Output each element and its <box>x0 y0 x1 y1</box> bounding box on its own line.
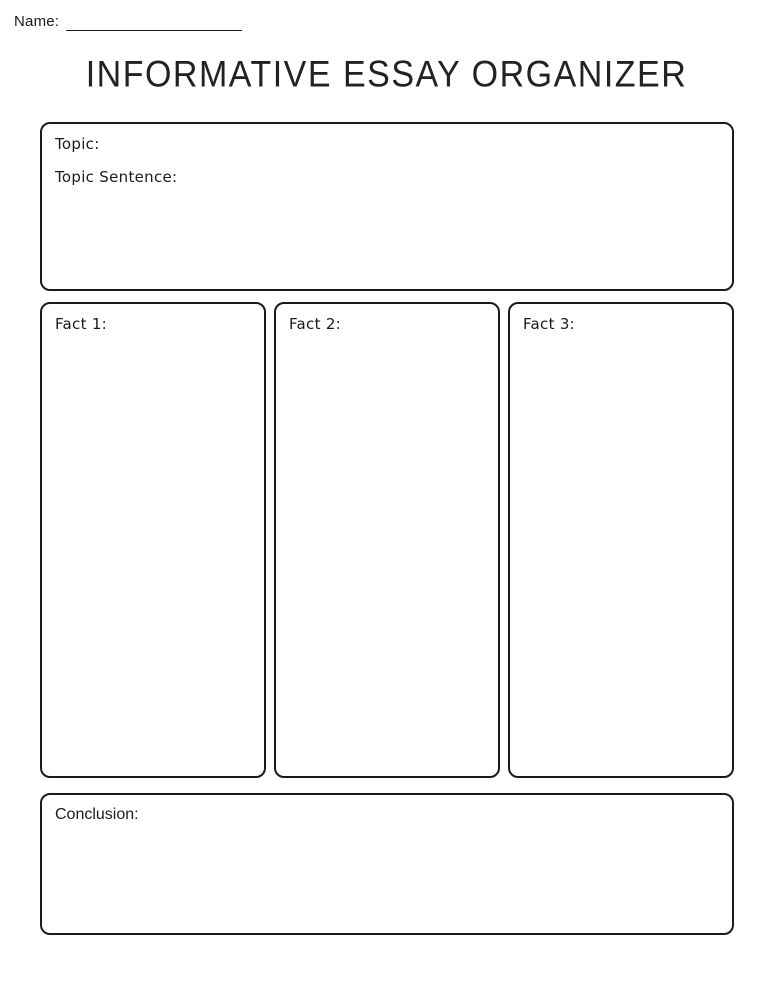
conclusion-box <box>40 793 734 935</box>
name-fill-line <box>66 15 242 31</box>
fact-3-write-area <box>523 334 719 766</box>
fact-box-1 <box>40 302 266 778</box>
topic-write-area <box>55 187 719 279</box>
fact-1-label: Fact 1: <box>55 315 108 333</box>
topic-box <box>40 122 734 291</box>
topic-label: Topic: <box>55 135 100 153</box>
page-title: INFORMATIVE ESSAY ORGANIZER <box>85 54 688 96</box>
name-label: Name: <box>14 13 60 30</box>
fact-1-write-area <box>55 334 251 766</box>
fact-3-label: Fact 3: <box>523 315 576 333</box>
fact-box-2 <box>274 302 500 778</box>
name-row <box>14 13 242 31</box>
fact-2-label: Fact 2: <box>289 315 342 333</box>
topic-sentence-label: Topic Sentence: <box>55 168 178 186</box>
conclusion-write-area <box>55 825 719 923</box>
fact-box-3 <box>508 302 734 778</box>
fact-2-write-area <box>289 334 485 766</box>
conclusion-label: Conclusion: <box>55 806 139 823</box>
